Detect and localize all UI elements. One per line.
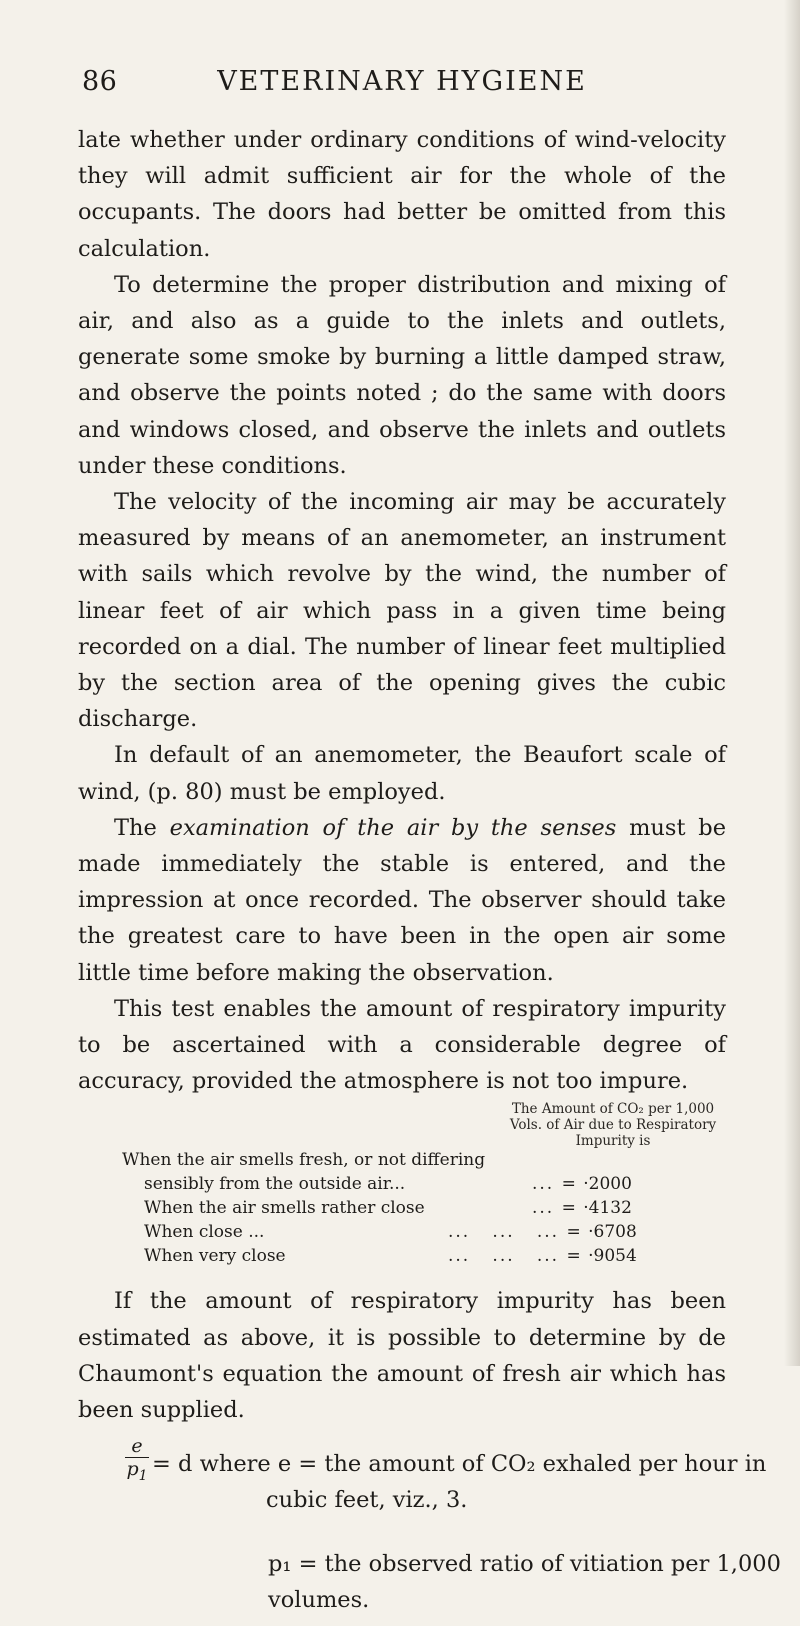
- exam-italic: examination of the air by the senses: [169, 814, 617, 841]
- definition-e-cont: cubic feet, viz., 3.: [266, 1487, 468, 1514]
- impurity-table: [78, 1101, 726, 1269]
- table-row: [78, 1245, 726, 1269]
- exam-rest: must be made immediately the stable is entered, and the impression at once recorded. The observer should take the greatest care to have been in the open air some little time before making the observation.: [78, 814, 727, 986]
- page-body: [78, 122, 781, 1626]
- table-row: [78, 1221, 726, 1245]
- row-label: When very close: [144, 1246, 286, 1267]
- row-leader: ... =: [532, 1198, 578, 1219]
- page-number: 86: [82, 66, 118, 97]
- row-label: When close ...: [144, 1222, 265, 1243]
- fraction-denominator: p: [126, 1458, 139, 1481]
- row-value: ·6708: [588, 1222, 637, 1243]
- row-value: ·2000: [583, 1174, 632, 1195]
- paragraph: In default of an anemometer, the Beaufort scale of wind, (p. 80) must be employed.: [78, 742, 726, 805]
- table-row: [78, 1173, 726, 1197]
- exam-lead: The: [114, 814, 157, 841]
- chaumont-equation: [78, 1434, 767, 1546]
- paragraph: This test enables the amount of respiratory impurity to be ascertained with a considerable degree of accuracy, provided the atmosphere is not too impure.: [78, 995, 726, 1095]
- equation-equals: = d: [152, 1451, 193, 1478]
- running-header: [82, 66, 722, 106]
- denominator-subscript: 1: [138, 1468, 148, 1485]
- row-leader: ... ... ... =: [448, 1222, 583, 1243]
- paragraph: To determine the proper distribution and mixing of air, and also as a guide to the inlets and outlets, generate some smoke by burning a little damped straw, and observe the points noted ; do the same with doors and windows closed, and observe the inlets and outlets under these conditions.: [78, 271, 726, 479]
- row-value: ·4132: [583, 1198, 632, 1219]
- fraction: [125, 1436, 149, 1486]
- paragraph: The velocity of the incoming air may be accurately measured by means of an anemometer, an instrument with sails which revolve by the wind, the number of linear feet of air which pass in a given time being recorded on a dial. The number of linear feet multiplied by the section area of the opening gives the cubic discharge.: [78, 489, 726, 733]
- definition-p1-cont: volumes.: [268, 1587, 370, 1614]
- row-label: sensibly from the outside air...: [144, 1174, 406, 1195]
- row-leader: ... =: [532, 1174, 578, 1195]
- row-leader: ... ... ... =: [448, 1246, 583, 1267]
- table-row: [78, 1149, 726, 1173]
- paragraph: If the amount of respiratory impurity has been estimated as above, it is possible to determine by de Chaumont's equation the amount of fresh air which has been supplied.: [78, 1288, 726, 1424]
- row-label: When the air smells rather close: [144, 1198, 425, 1219]
- page-edge-shadow: [784, 0, 800, 1366]
- paragraph: late whether under ordinary conditions of wind-velocity they will admit sufficient air for the whole of the occupants. The doors had better be omitted from this calculation.: [78, 127, 726, 262]
- definition-p1-line: p₁ = the observed ratio of vitiation per 1,000: [268, 1551, 781, 1578]
- table-row: [78, 1197, 726, 1221]
- definition-e: where e = the amount of CO₂ exhaled per hour in: [199, 1451, 767, 1478]
- running-title: VETERINARY HYGIENE: [217, 66, 587, 97]
- paragraph-examination: [78, 810, 726, 991]
- definition-p1: [78, 1546, 781, 1626]
- fraction-numerator: e: [131, 1435, 143, 1458]
- row-label: When the air smells fresh, or not differing: [122, 1150, 486, 1171]
- table-column-heading: The Amount of CO₂ per 1,000 Vols. of Air due to Respiratory Impurity is: [509, 1101, 717, 1150]
- row-value: ·9054: [588, 1246, 637, 1267]
